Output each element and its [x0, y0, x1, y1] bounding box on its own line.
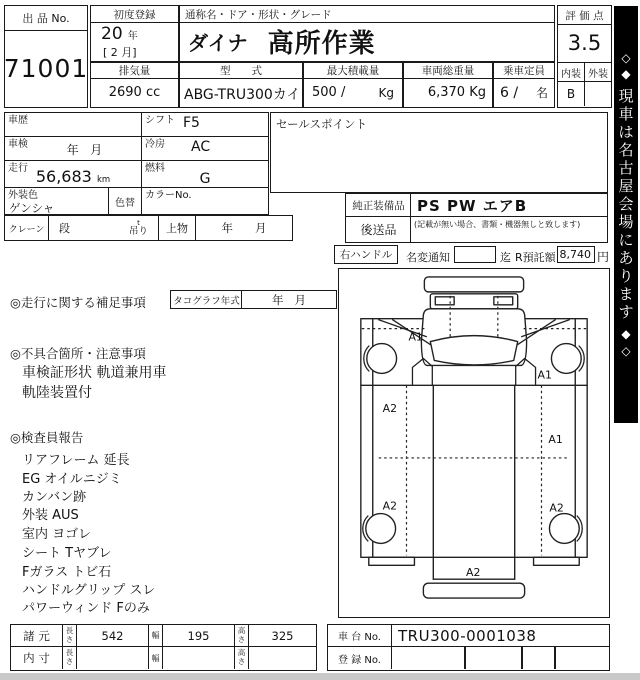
mileage-cell — [5, 161, 142, 187]
mileage-unit: km — [96, 175, 111, 185]
defect-header: ◎不具合箇所・注意事項 — [10, 346, 146, 361]
shift-label: シフト — [145, 115, 175, 126]
oem-equipment-label: 純正装備品 — [345, 193, 412, 217]
fuel-cell — [142, 161, 268, 187]
lot-number: 71001 — [3, 53, 89, 83]
inspector-item: パワーウィンド Fのみ — [22, 601, 150, 616]
oem-equipment-value: PS PW エアB — [417, 197, 528, 215]
vehicle-name-label: 通称名・ドア・形状・グレード — [180, 6, 554, 23]
tachograph-value: 年 月 — [241, 290, 337, 309]
cooler-cell — [142, 137, 268, 160]
max-load-label: 最大積載量 — [304, 63, 402, 79]
rear-right-wheel — [549, 514, 579, 544]
tachograph-label: タコグラフ年式 — [170, 290, 243, 309]
upper-body-date: 年 月 — [221, 221, 267, 235]
first-reg-month: [ 2 月] — [103, 46, 137, 59]
deposit-field — [557, 246, 595, 263]
deposit-label: R預託額 — [515, 251, 556, 264]
later-items-note: (記載が無い場合、書類・機器無しと致します) — [414, 220, 581, 229]
front-right-wheel — [551, 344, 581, 374]
vehicle-name-box — [179, 5, 555, 62]
spec-height-value: 325 — [271, 628, 294, 643]
damage-label-a1-right-front: A1 — [537, 368, 552, 382]
front-left-wheel — [367, 344, 397, 374]
fuel-value: G — [199, 171, 211, 187]
damage-label-a1-cab: A1 — [408, 330, 423, 344]
first-registration-box — [90, 5, 179, 62]
interior-label: 内装 — [558, 63, 585, 81]
windshield-shape — [430, 336, 517, 365]
first-reg-year: 20 — [101, 24, 123, 44]
upper-body-label: 上物 — [159, 216, 196, 240]
sales-point-label: セールスポイント — [276, 117, 367, 131]
model-code-label: 型 式 — [180, 63, 302, 79]
damage-label-a2-right-rear: A2 — [549, 501, 564, 515]
venue-banner-text: 現車は名古屋会場にあります — [618, 87, 634, 322]
width-label: 幅 — [149, 625, 163, 646]
max-load-value: 500 / — [312, 85, 346, 100]
shift-value: F5 — [183, 115, 200, 131]
sales-point-box — [270, 112, 608, 193]
dimensions-table — [10, 624, 317, 671]
inspector-item: 外装 AUS — [22, 508, 79, 523]
crane-lift-label: 吊り — [128, 225, 148, 237]
interior-grade: B — [558, 82, 585, 106]
oem-equipment-value-box — [410, 193, 608, 217]
max-load-box — [303, 62, 403, 108]
spec-length-value: 542 — [77, 625, 149, 646]
inspector-item: リアフレーム 延長 — [22, 453, 130, 468]
crane-label: クレーン — [5, 216, 49, 240]
shaken-label: 車検 — [8, 139, 28, 150]
length-label: 長さ — [63, 647, 77, 669]
name-change-field — [454, 246, 496, 263]
exterior-grade — [585, 82, 611, 106]
model-code-value: ABG-TRU300カイ — [184, 87, 301, 103]
defect-item: 車検証形状 軌道兼用車 — [22, 365, 167, 381]
color-cell — [5, 188, 109, 214]
lot-number-label: 出 品 No. — [5, 6, 87, 31]
spec-row-label: 諸 元 — [11, 625, 63, 646]
chassis-number: TRU300-0001038 — [398, 627, 537, 645]
inspector-item: Fガラス トビ石 — [22, 565, 112, 580]
shaken-cell — [5, 137, 142, 160]
history-cell — [5, 113, 142, 136]
damage-label-a2-rear-center: A2 — [466, 566, 481, 580]
color-label: 外装色 — [8, 190, 38, 201]
inspector-item: EG オイルニジミ — [22, 472, 122, 487]
width-label: 幅 — [149, 647, 163, 669]
grade-box — [557, 62, 612, 108]
truck-top-view-diagram — [339, 269, 609, 617]
color-no-cell — [142, 188, 268, 214]
inner-height-value — [249, 647, 316, 669]
length-label: 長さ — [63, 625, 77, 646]
diamond-marks-top: ◇◆ — [621, 51, 631, 82]
crane-spec-cell — [49, 216, 159, 240]
score-value: 3.5 — [567, 31, 602, 55]
inspector-item: カンバン跡 — [22, 490, 87, 505]
capacity-box — [493, 62, 555, 108]
rear-left-wheel — [366, 514, 396, 544]
capacity-label: 乗車定員 — [494, 63, 554, 79]
vehicle-name-main: 高所作業 — [267, 29, 376, 59]
inner-width-value — [163, 647, 235, 669]
displacement-value: 2690 cc — [108, 85, 161, 100]
chassis-table — [327, 624, 610, 671]
first-registration-label: 初度登録 — [91, 6, 178, 23]
later-items-label: 後送品 — [345, 216, 412, 243]
gross-weight-value: 6,370 Kg — [427, 85, 486, 100]
crane-stage-label: 段 — [59, 222, 70, 235]
later-items-box — [410, 216, 608, 243]
registration-number-cells — [392, 647, 609, 669]
name-change-label: 名変通知 — [406, 251, 450, 264]
detail-grid — [4, 112, 269, 215]
max-load-unit: Kg — [378, 85, 394, 100]
color-no-label: カラーNo. — [145, 190, 192, 201]
height-label: 高さ — [235, 625, 249, 646]
inspector-header: ◎検査員報告 — [10, 430, 84, 445]
history-label: 車歴 — [8, 115, 28, 126]
spec-width-value: 195 — [163, 625, 235, 646]
inspector-item: シート Tヤブレ — [22, 546, 112, 561]
color-value: ゲンシャ — [9, 201, 55, 214]
score-label: 評 価 点 — [558, 6, 611, 25]
color-change-label: 色替 — [115, 197, 135, 209]
first-reg-year-unit: 年 — [127, 31, 138, 42]
cooler-label: 冷房 — [145, 139, 165, 150]
exterior-label: 外装 — [588, 68, 608, 80]
yen-label: 円 — [597, 250, 610, 264]
capacity-value: 6 / — [500, 84, 519, 101]
mileage-value: 56,683 — [35, 167, 92, 186]
venue-banner — [614, 6, 638, 423]
damage-diagram-box — [338, 268, 610, 618]
registration-label: 登 録 No. — [328, 647, 392, 669]
mileage-label: 走行 — [8, 163, 28, 174]
scan-edge — [0, 673, 640, 680]
vehicle-name-sub: ダイナ — [188, 31, 248, 55]
steering-badge: 右ハンドル — [334, 245, 398, 264]
gross-weight-label: 車両総重量 — [404, 63, 492, 79]
height-label: 高さ — [235, 647, 249, 669]
mileage-note-header: ◎走行に関する補足事項 — [10, 295, 146, 310]
chassis-label: 車 台 No. — [328, 625, 392, 646]
damage-label-a2-left-rear: A2 — [382, 499, 398, 513]
made-label: 迄 — [500, 251, 511, 264]
displacement-box — [90, 62, 179, 108]
crane-row — [4, 215, 293, 241]
damage-label-a2-left-front: A2 — [382, 402, 398, 416]
displacement-label: 排気量 — [91, 63, 178, 79]
crane-ton-label: t — [137, 218, 140, 227]
front-bumper-shape — [424, 277, 523, 292]
defect-item: 軌陸装置付 — [22, 385, 92, 401]
score-box — [557, 5, 612, 63]
color-change-cell — [109, 188, 142, 214]
diamond-marks-bottom: ◆◇ — [621, 327, 631, 358]
lot-number-box — [4, 5, 88, 108]
model-code-box — [179, 62, 303, 108]
inspector-item: ハンドルグリップ スレ — [22, 583, 156, 598]
inner-row-label: 内 寸 — [11, 647, 63, 669]
gross-weight-box — [403, 62, 493, 108]
fuel-label: 燃料 — [145, 163, 165, 174]
shift-cell — [142, 113, 268, 136]
deposit-value: 8,740 — [559, 248, 591, 261]
inspector-item: 室内 ヨゴレ — [22, 527, 92, 542]
cooler-value: AC — [191, 139, 211, 155]
shaken-value: 年 月 — [66, 143, 103, 157]
inner-length-value — [77, 647, 149, 669]
capacity-unit: 名 — [535, 86, 548, 100]
damage-label-a1-right-mid: A1 — [548, 432, 563, 447]
